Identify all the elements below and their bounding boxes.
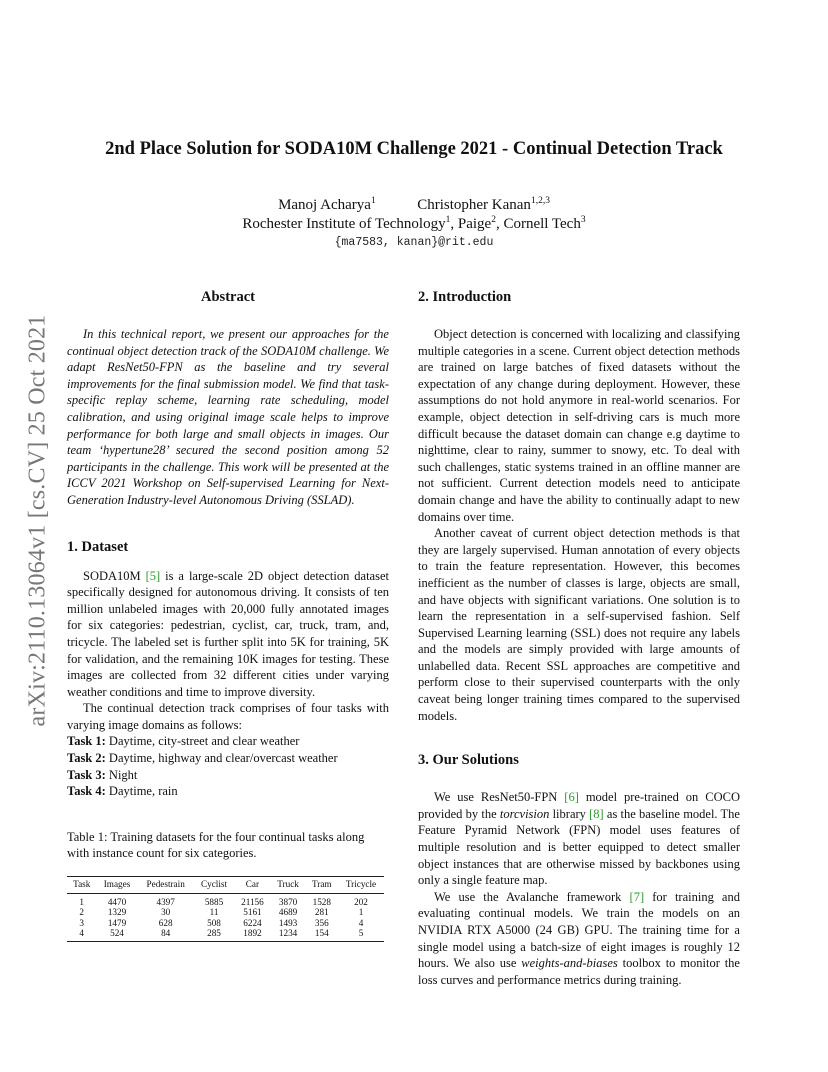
table-cell: 4470 bbox=[107, 896, 127, 907]
arxiv-sidebar bbox=[18, 280, 58, 760]
affiliation: , Paige bbox=[450, 216, 492, 232]
table-row bbox=[67, 907, 384, 918]
table-cell: 1528 bbox=[312, 896, 331, 907]
task-label: Task 4: bbox=[67, 784, 106, 799]
solutions-paragraph bbox=[418, 789, 740, 889]
text-run: We use ResNet50-FPN bbox=[434, 790, 565, 805]
table-cell: 281 bbox=[314, 907, 329, 918]
dataset-paragraph: The continual detection track comprises of four tasks with varying image domains as follows: bbox=[67, 701, 389, 732]
column-header: Pedestrain bbox=[138, 877, 194, 894]
column-header: Tram bbox=[306, 877, 338, 894]
column-header: Tricycle bbox=[338, 877, 384, 894]
author-name: Manoj Acharya bbox=[278, 197, 371, 213]
affiliations bbox=[0, 215, 828, 233]
task-description: Night bbox=[105, 767, 138, 782]
table-cell: 1 bbox=[358, 907, 364, 918]
affiliation-mark: 2 bbox=[491, 215, 496, 225]
task-item bbox=[67, 783, 389, 800]
text-run: is a large-scale 2D object detection dataset specifically designed for autonomous driving. It consists of ten million unlabeled images with 20,000 fully annotated images for six categories: pedestrian, cyclist, car, truck, tram, and, tricycle. The labeled set is further split into 5K for training, 5K for validation, and the remaining 10K images for testing. These images are collected from 32 different cities under varying weather conditions and time to improve diversity. bbox=[67, 568, 389, 699]
table-row bbox=[67, 918, 384, 929]
abstract-text: In this technical report, we present our approaches for the continual object detection track of the SODA10M challenge. We adapt ResNet50-FPN as the baseline and try several improvements for the final submission model. We find that task-specific replay scheme, learning rate scheduling, model calibration, and using original image scale helps to improve performance for both large and small objects in images. Our team ‘hypertune28’ secured the second position among 52 participants in the challenge. This work will be presented at the ICCV 2021 Workshop on Self-supervised Learning for Next-Generation Industry-level Autonomous Driving (SSLAD). bbox=[67, 327, 389, 507]
table-cell: 4689 bbox=[278, 907, 298, 918]
section-heading-solutions: 3. Our Solutions bbox=[418, 752, 519, 769]
arxiv-identifier: arXiv:2110.13064v1 [cs.CV] 25 Oct 2021 bbox=[24, 314, 51, 726]
dataset-paragraph bbox=[67, 568, 389, 701]
table-cell: 4 bbox=[358, 917, 364, 928]
paper-title: 2nd Place Solution for SODA10M Challenge 2021 - Continual Detection Track bbox=[105, 139, 723, 159]
solutions-paragraph bbox=[418, 889, 740, 989]
table-cell: 3 bbox=[79, 917, 84, 928]
section-heading-introduction: 2. Introduction bbox=[418, 289, 512, 305]
text-run: toolbox to monitor the loss curves and performance metrics during training. bbox=[418, 956, 740, 987]
table-cell: 1234 bbox=[271, 928, 306, 941]
training-data-table bbox=[67, 876, 384, 942]
column-header: Task bbox=[67, 877, 96, 894]
table-row bbox=[67, 928, 384, 941]
introduction-paragraph: Object detection is concerned with localizing and classifying multiple categories in a scene. Current object detection methods are trained on large batches of fixed datasets without the expectation of any change during deployment. However, these assumptions do not hold anymore in real-world scenarios. For example, object detection in self-driving cars is much more difficult because the dataset domain can change e.g daytime to nighttime, clear to rainy, summer to snowy, etc. To deal with such challenges, static systems trained in an offline manner are not sufficient. Current detection models need to anticipate domain change and have the ability to continually adapt to new domains over time. bbox=[418, 327, 740, 524]
text-run: We use the Avalanche framework bbox=[434, 889, 630, 904]
text-run: SODA10M bbox=[83, 568, 146, 583]
table-cell: 202 bbox=[354, 896, 368, 907]
library-name: torcvision bbox=[499, 806, 550, 821]
abstract-heading: Abstract bbox=[201, 289, 255, 305]
author-emails: {ma7583, kanan}@rit.edu bbox=[334, 236, 494, 249]
table-cell: 4397 bbox=[156, 896, 175, 907]
text-run: library bbox=[549, 806, 590, 821]
column-header: Car bbox=[234, 877, 270, 894]
table-cell: 2 bbox=[79, 907, 84, 918]
table-cell: 3870 bbox=[278, 896, 298, 907]
table-cell: 30 bbox=[161, 907, 171, 918]
introduction-paragraph: Another caveat of current object detection methods is that they are largely supervised. Human annotation of every objects to train the feature representation. However, this becomes inefficient as the number of classes is large, objects are small, and have objects with significant variations. One solution is to learn the representation in a self-supervised fashion. Self Supervised Learning learning (SSL) does not require any labels and the models are simply provided with large amounts of unlabelled data. Recent SSL approaches are competitive and perform close to their supervised counterparts with the only caveat being longer training times compared to the supervised models. bbox=[418, 526, 740, 723]
text-run: model pre-trained on COCO provided by the bbox=[418, 790, 740, 821]
task-description: Daytime, highway and clear/overcast weather bbox=[105, 751, 338, 766]
task-label: Task 3: bbox=[67, 767, 106, 782]
left-column bbox=[67, 288, 389, 942]
table-cell: 5885 bbox=[204, 896, 224, 907]
table-cell: 356 bbox=[314, 917, 329, 928]
author-affiliation-mark: 1,2,3 bbox=[530, 196, 550, 206]
table-cell: 5 bbox=[338, 928, 384, 941]
table-header-row bbox=[67, 877, 384, 894]
right-column bbox=[418, 288, 740, 988]
task-label: Task 2: bbox=[67, 751, 106, 766]
citation-link[interactable]: [7] bbox=[629, 889, 645, 904]
table-cell: 1493 bbox=[278, 917, 298, 928]
table-cell: 524 bbox=[96, 928, 137, 941]
table-cell: 1892 bbox=[234, 928, 270, 941]
table-cell: 21156 bbox=[241, 896, 264, 907]
table-cell: 1329 bbox=[107, 907, 127, 918]
author-affiliation-mark: 1 bbox=[370, 196, 376, 206]
table-cell: 5161 bbox=[243, 907, 262, 918]
task-description: Daytime, city-street and clear weather bbox=[105, 734, 300, 749]
text-run: for training and evaluating continual models. We train the models on an NVIDIA RTX A5000 (24 GB) GPU. The training time for a single model using a batch-size of eight images is roughly 12 hours. We also use bbox=[418, 889, 740, 971]
column-header: Cyclist bbox=[194, 877, 235, 894]
table-cell: 6224 bbox=[243, 917, 262, 928]
table-cell: 4 bbox=[67, 928, 96, 941]
table-cell: 628 bbox=[158, 917, 173, 928]
author-list bbox=[0, 196, 828, 214]
task-list bbox=[67, 733, 389, 799]
author-name: Christopher Kanan bbox=[417, 197, 531, 213]
section-heading-dataset: 1. Dataset bbox=[67, 538, 129, 555]
citation-link[interactable]: [5] bbox=[145, 568, 161, 583]
citation-link[interactable]: [6] bbox=[564, 790, 579, 805]
task-item bbox=[67, 733, 389, 750]
task-label: Task 1: bbox=[67, 734, 106, 749]
table-cell: 84 bbox=[138, 928, 194, 941]
task-item bbox=[67, 750, 389, 767]
column-header: Truck bbox=[271, 877, 306, 894]
table-cell: 1479 bbox=[107, 917, 127, 928]
table-cell: 508 bbox=[207, 917, 221, 928]
table-cell: 285 bbox=[194, 928, 235, 941]
table-row bbox=[67, 893, 384, 907]
citation-link[interactable]: [8] bbox=[589, 806, 604, 821]
table-cell: 1 bbox=[79, 896, 84, 907]
toolbox-name: weights-and-biases bbox=[521, 956, 618, 971]
column-header: Images bbox=[96, 877, 137, 894]
text-run: as the baseline model. The Feature Pyramid Network (FPN) model uses features of multiple resolution and is better equipped to detect smaller object instances that are otherwise missed by backbones using only a single feature map. bbox=[418, 806, 740, 888]
table-cell: 154 bbox=[306, 928, 338, 941]
table-cell: 11 bbox=[209, 907, 219, 918]
affiliation-mark: 1 bbox=[445, 215, 451, 225]
affiliation: Rochester Institute of Technology bbox=[242, 216, 446, 232]
affiliation: , Cornell Tech bbox=[495, 216, 581, 232]
table-caption: Table 1: Training datasets for the four continual tasks along with instance count for six categories. bbox=[67, 829, 365, 861]
affiliation-mark: 3 bbox=[580, 215, 586, 225]
task-item bbox=[67, 767, 389, 784]
task-description: Daytime, rain bbox=[105, 784, 178, 799]
